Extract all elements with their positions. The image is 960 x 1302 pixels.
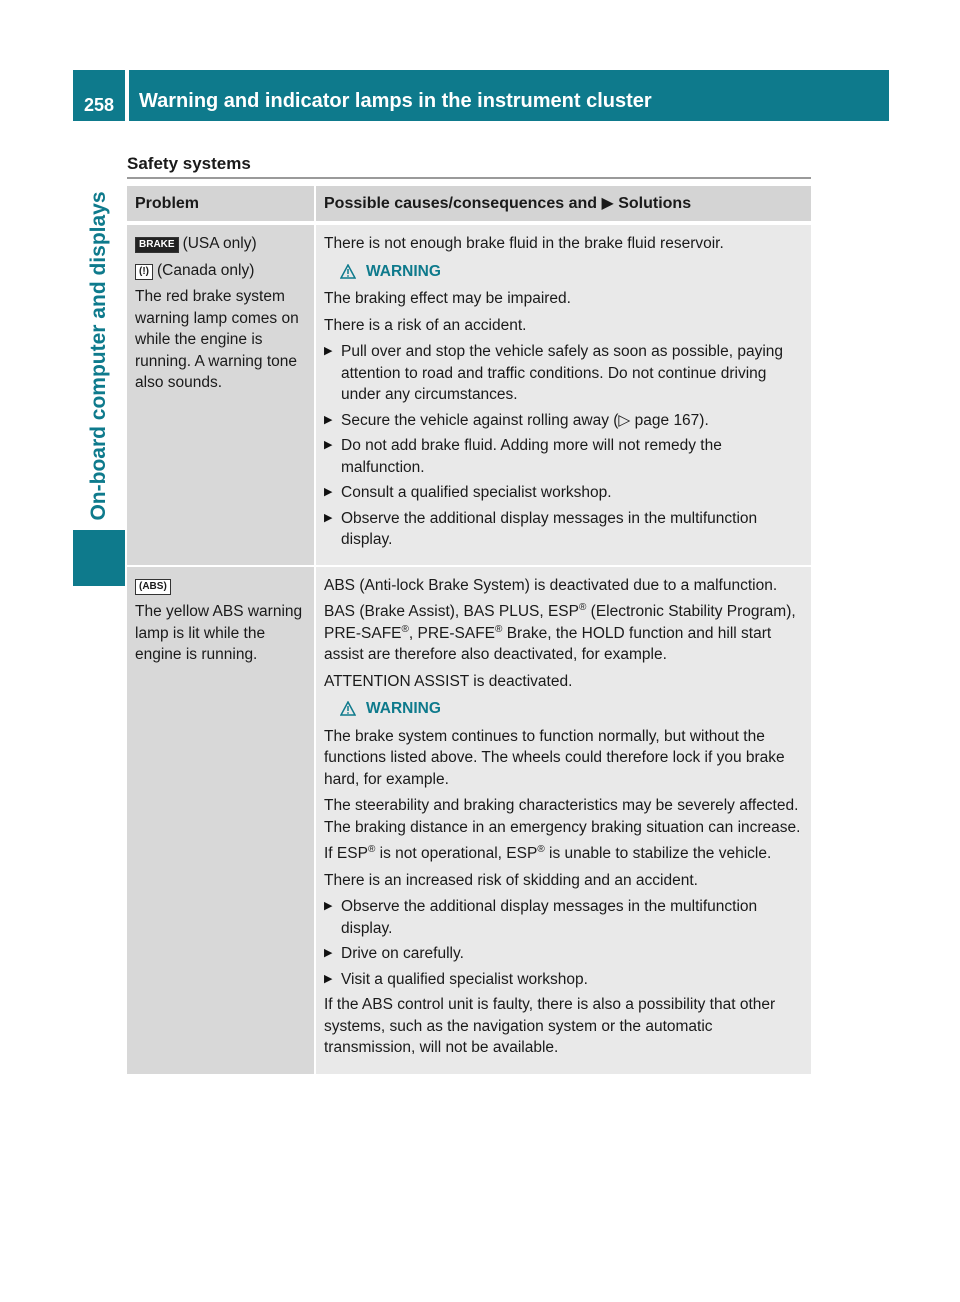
- warning-text: The steerability and braking characteristics may be severely affected. The braking distance in an emergency braking situation can increase.: [324, 797, 801, 836]
- warning-triangle-icon: [340, 264, 356, 279]
- warning-text: The brake system continues to function normally, but without the functions listed above. The wheels could therefore lock if you brake hard, for example.: [324, 727, 785, 788]
- brake-warning-icon: BRAKE: [135, 237, 179, 253]
- step-text: Secure the vehicle against rolling away (▷ page 167).: [341, 411, 709, 429]
- step-text: Drive on carefully.: [341, 945, 464, 962]
- problem-description: The red brake system warning lamp comes on while the engine is running. A warning tone also sounds.: [135, 288, 299, 391]
- problem-cell: [127, 225, 314, 565]
- arrow-right-icon: ▶: [324, 439, 333, 451]
- solution-step: [324, 896, 805, 939]
- side-tab: [73, 127, 125, 585]
- warning-label: WARNING: [366, 262, 441, 280]
- abs-warning-icon: (ABS): [135, 579, 171, 595]
- table-row: [127, 223, 811, 565]
- solution-step: [324, 435, 805, 478]
- arrow-right-icon: ▶: [324, 947, 333, 959]
- cause-text: BAS (Brake Assist), BAS PLUS, ESP® (Electronic Stability Program), PRE-SAFE®, PRE-SAFE® Brake, the HOLD function and hill start assist are therefore also deactivated, for example.: [324, 601, 796, 663]
- section-divider: [127, 177, 811, 179]
- step-text: Consult a qualified specialist workshop.: [341, 484, 612, 501]
- warning-text: The braking effect may be impaired.: [324, 290, 571, 307]
- arrow-right-icon: ▶: [324, 900, 333, 912]
- section-title: Safety systems: [127, 154, 251, 173]
- column-header-problem: Problem: [135, 195, 200, 212]
- table-row: [127, 565, 811, 1074]
- chapter-title: Warning and indicator lamps in the instrument cluster: [139, 90, 652, 112]
- icon-region-label: (Canada only): [157, 261, 255, 279]
- arrow-right-icon: ▶: [324, 972, 333, 985]
- cause-text: ATTENTION ASSIST is deactivated.: [324, 672, 573, 690]
- solution-step: [324, 508, 805, 551]
- page-number: 258: [83, 95, 115, 115]
- solution-step: [324, 482, 805, 504]
- solution-step: [324, 969, 805, 991]
- warning-heading: [340, 698, 805, 720]
- arrow-right-icon: ▶: [324, 511, 333, 524]
- cause-text: ABS (Anti-lock Brake System) is deactivated due to a malfunction.: [324, 576, 778, 594]
- problem-description: The yellow ABS warning lamp is lit while the engine is running.: [135, 603, 303, 663]
- side-tab-label: On-board computer and displays: [87, 191, 110, 521]
- solution-step: [324, 410, 805, 432]
- page-header: [73, 70, 889, 121]
- arrow-right-icon: ▶: [324, 345, 333, 357]
- safety-systems-table: [127, 186, 811, 1074]
- side-tab-marker: [73, 530, 125, 586]
- step-text: Visit a qualified specialist workshop.: [341, 970, 588, 988]
- arrow-right-icon: ▶: [324, 413, 333, 426]
- solution-cell: [314, 225, 811, 565]
- warning-text: If ESP® is not operational, ESP® is unable to stabilize the vehicle.: [324, 843, 772, 862]
- step-text: Observe the additional display messages in the multifunction display.: [341, 509, 758, 548]
- solution-step: [324, 943, 805, 965]
- icon-region-label: (USA only): [182, 235, 257, 252]
- page-number-box: [73, 70, 125, 121]
- solution-cell: [314, 567, 811, 1074]
- chapter-title-box: [129, 70, 889, 121]
- warning-triangle-icon: [340, 701, 356, 716]
- warning-heading: [340, 261, 805, 283]
- table-header: [127, 186, 811, 223]
- warning-label: WARNING: [366, 700, 441, 717]
- column-header-solutions: Possible causes/consequences and ▶ Solutions: [314, 186, 811, 221]
- step-text: Do not add brake fluid. Adding more will not remedy the malfunction.: [341, 437, 722, 476]
- note-text: If the ABS control unit is faulty, there is also a possibility that other systems, such as the navigation system or the automatic transmission, will not be available.: [324, 996, 776, 1056]
- brake-circle-icon: (!): [135, 264, 153, 280]
- cause-text: There is not enough brake fluid in the brake fluid reservoir.: [324, 235, 724, 252]
- warning-text: There is a risk of an accident.: [324, 316, 527, 334]
- solution-step: [324, 341, 805, 406]
- arrow-right-icon: ▶: [324, 486, 333, 498]
- step-text: Observe the additional display messages in the multifunction display.: [341, 898, 758, 937]
- problem-cell: [127, 567, 314, 1074]
- warning-text: There is an increased risk of skidding and an accident.: [324, 871, 698, 889]
- step-text: Pull over and stop the vehicle safely as soon as possible, paying attention to road and traffic conditions. Do not continue driving under any circumstances.: [341, 343, 784, 403]
